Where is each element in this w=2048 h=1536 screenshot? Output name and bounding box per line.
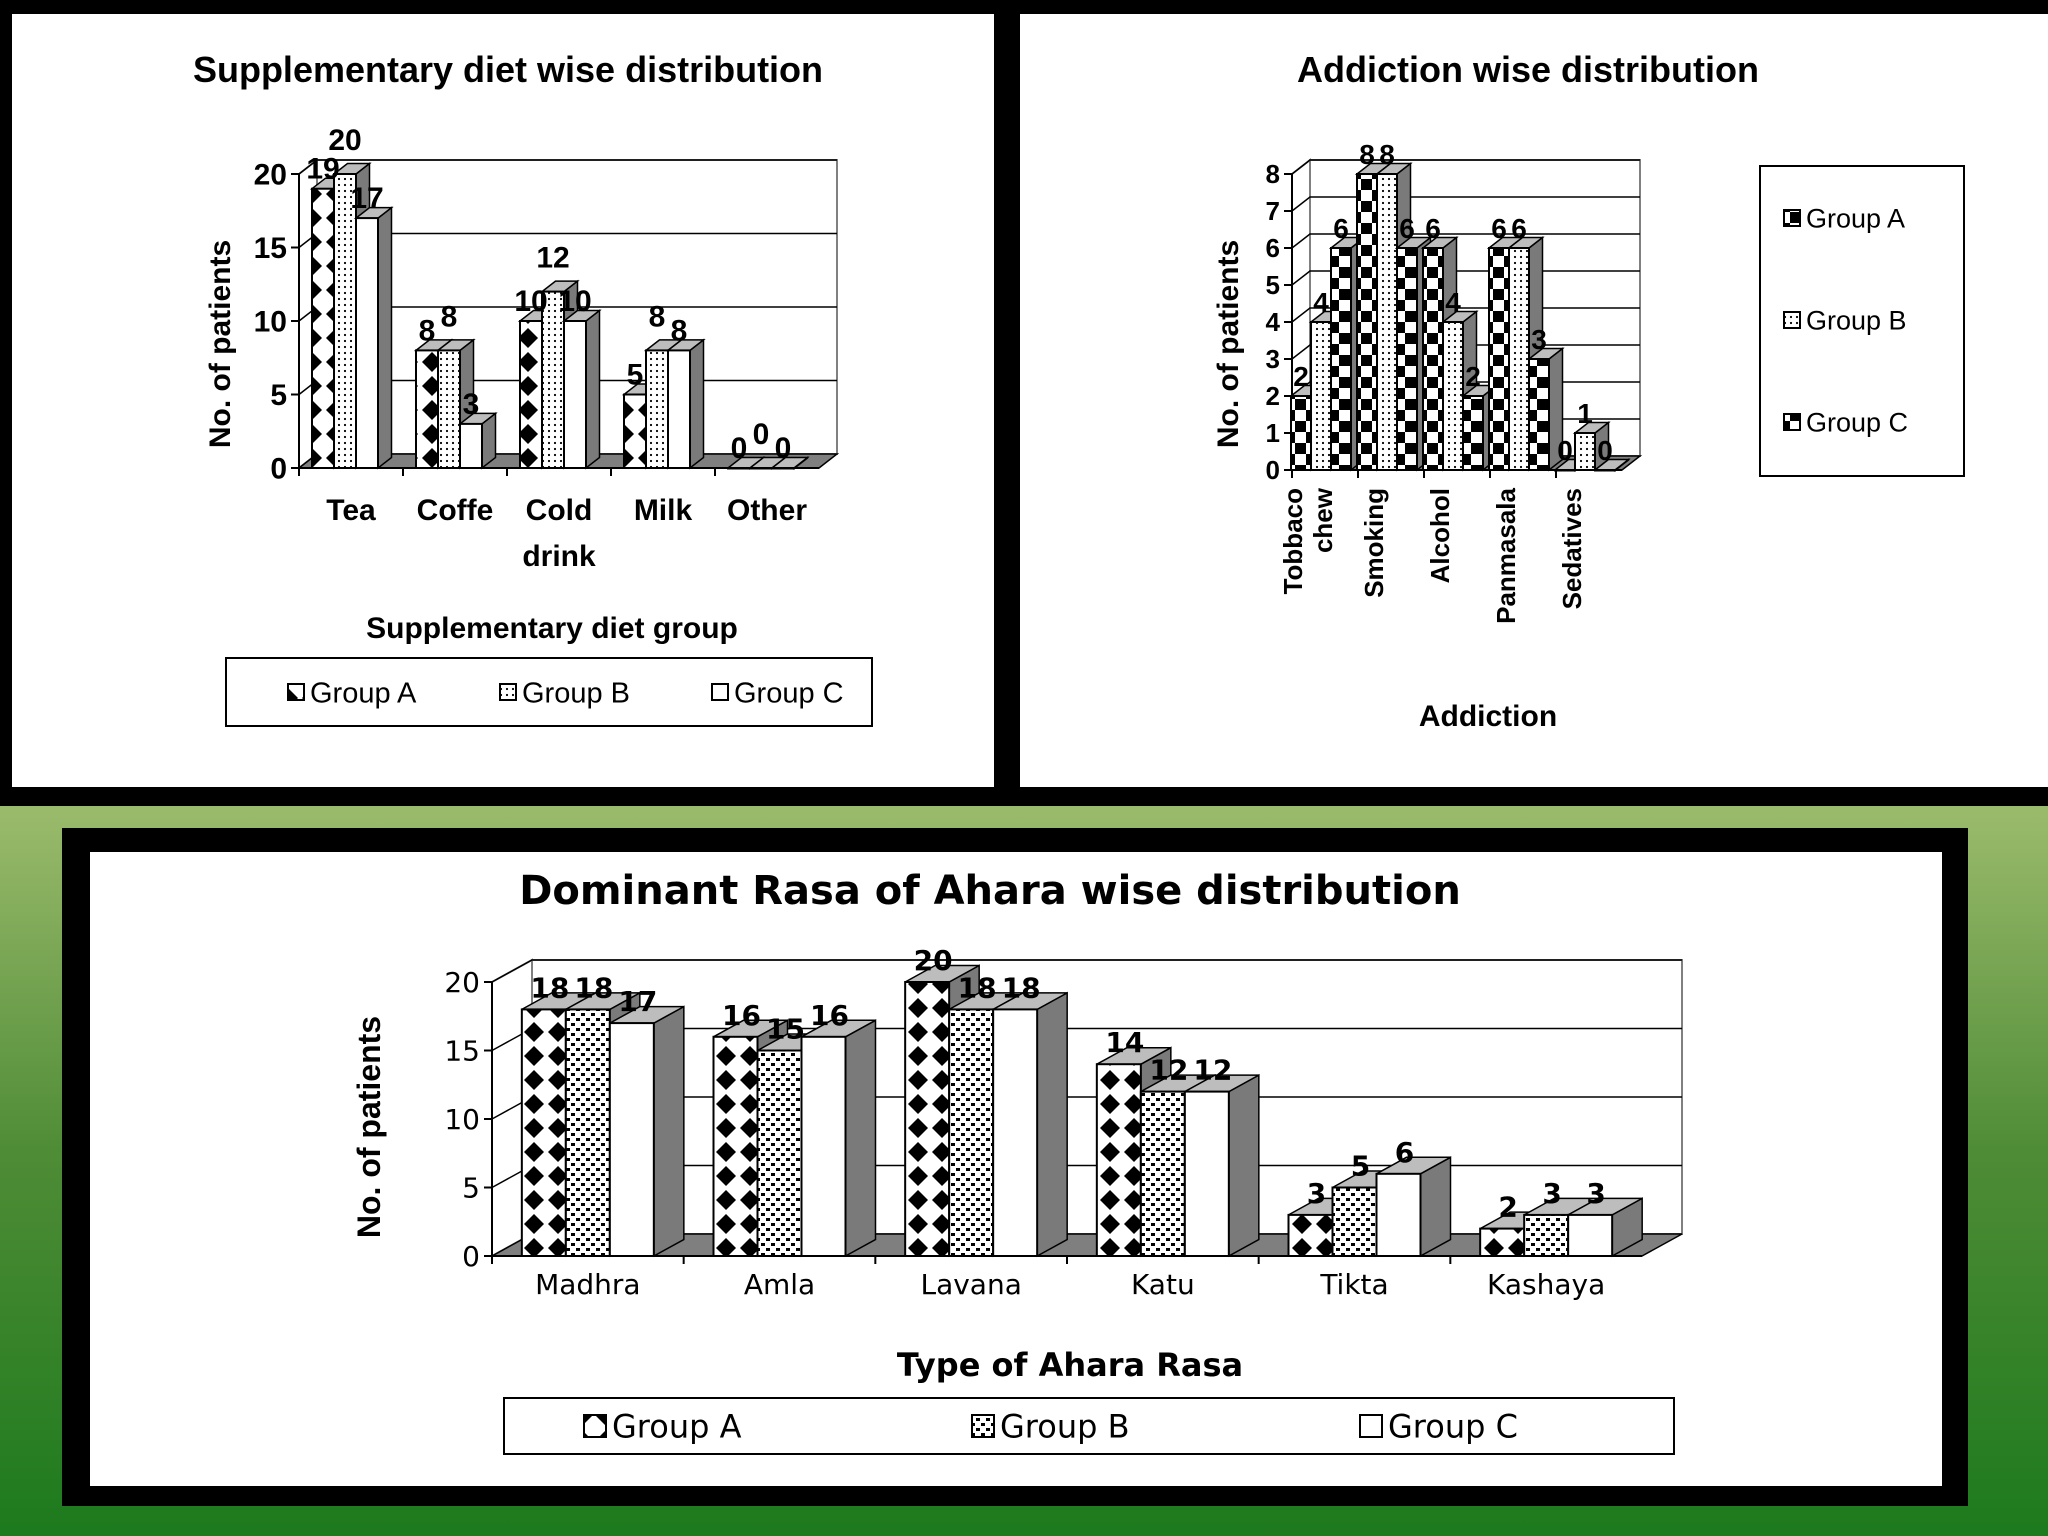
data-label: 3 xyxy=(1586,1176,1606,1210)
data-label: 20 xyxy=(328,124,362,157)
svg-text:Alcohol: Alcohol xyxy=(1425,488,1455,584)
x-tick-label xyxy=(1359,488,1389,598)
y-tick-label: 15 xyxy=(444,1034,480,1068)
svg-text:Tobbaco: Tobbaco xyxy=(1278,488,1308,595)
data-label: 6 xyxy=(1511,213,1527,244)
legend xyxy=(226,658,872,726)
legend-label: Group A xyxy=(1806,203,1906,234)
data-label: 1 xyxy=(1577,398,1593,429)
data-label: 0 xyxy=(774,432,792,465)
data-label: 6 xyxy=(1394,1135,1415,1169)
legend-label: Group B xyxy=(1806,305,1907,336)
x-tick-label: Coffe xyxy=(416,494,494,527)
svg-text:Panmasala: Panmasala xyxy=(1491,488,1521,624)
data-label: 4 xyxy=(1313,287,1329,318)
x-tick-label: Katu xyxy=(1130,1268,1195,1301)
y-tick-label: 8 xyxy=(1265,159,1280,190)
bar-group-c-coffe xyxy=(460,413,496,468)
x-tick-label: Tikta xyxy=(1320,1268,1389,1301)
x-tick-label: Amla xyxy=(743,1268,816,1301)
data-label: 14 xyxy=(1105,1026,1145,1060)
data-label: 3 xyxy=(1542,1176,1562,1210)
svg-text:Smoking: Smoking xyxy=(1359,488,1389,598)
y-tick-label: 2 xyxy=(1265,381,1280,412)
legend-swatch xyxy=(500,684,516,700)
chart-addiction xyxy=(1020,14,2048,787)
legend-swatch xyxy=(712,684,728,700)
legend-label: Group A xyxy=(612,1407,742,1446)
bar-group-c-amla xyxy=(802,1020,876,1256)
data-label: 17 xyxy=(618,985,658,1019)
data-label: 12 xyxy=(536,241,570,275)
data-label: 10 xyxy=(558,285,592,318)
x-tick-label: Lavana xyxy=(920,1268,1022,1301)
svg-text:Cold: Cold xyxy=(525,494,593,527)
data-label: 18 xyxy=(957,971,997,1005)
y-tick-label: 10 xyxy=(253,305,287,339)
data-label: 18 xyxy=(574,971,614,1005)
data-label: 8 xyxy=(648,300,666,334)
data-label: 6 xyxy=(1425,213,1441,244)
y-tick-label: 5 xyxy=(462,1171,480,1205)
data-label: 16 xyxy=(722,998,761,1032)
legend-swatch xyxy=(1784,414,1800,430)
x-axis-title: Type of Ahara Rasa xyxy=(896,1346,1244,1384)
bar-group-c-tea xyxy=(356,208,392,468)
chart-supplementary-diet xyxy=(12,14,994,787)
x-tick-label: Milk xyxy=(633,494,693,527)
x-axis-title: Supplementary diet group xyxy=(366,612,738,645)
y-axis-title: No. of patients xyxy=(1212,239,1245,449)
svg-text:chew: chew xyxy=(1308,488,1338,554)
chart-title: Addiction wise distribution xyxy=(1297,49,1759,90)
data-label: 8 xyxy=(418,314,436,348)
x-tick-label: Tea xyxy=(326,494,376,527)
y-tick-label: 10 xyxy=(444,1102,480,1136)
x-tick-label: Other xyxy=(726,494,808,527)
bar-group-c-katu xyxy=(1185,1075,1259,1256)
data-label: 8 xyxy=(1379,139,1395,170)
data-label: 8 xyxy=(440,300,458,334)
data-label: 0 xyxy=(730,432,748,465)
legend-label: Group B xyxy=(522,677,630,710)
y-tick-label: 0 xyxy=(462,1239,480,1273)
legend-label: Group A xyxy=(310,677,417,710)
x-axis-title: Addiction xyxy=(1418,700,1558,733)
data-label: 6 xyxy=(1333,213,1349,244)
data-label: 4 xyxy=(1445,287,1461,318)
bar-group-c-tikta xyxy=(1377,1157,1451,1256)
bar-group-c-madhra xyxy=(610,1007,684,1256)
data-label: 2 xyxy=(1293,361,1309,392)
data-label: 6 xyxy=(1491,213,1507,244)
data-label: 0 xyxy=(1557,435,1573,466)
y-tick-label: 4 xyxy=(1265,307,1280,338)
bar-group-c-lavana xyxy=(993,993,1067,1256)
data-label: 5 xyxy=(1350,1149,1371,1183)
data-label: 17 xyxy=(350,182,384,216)
legend-label: Group C xyxy=(1388,1407,1518,1446)
y-tick-label: 6 xyxy=(1265,233,1280,264)
data-label: 10 xyxy=(514,285,548,318)
data-label: 3 xyxy=(1306,1176,1327,1210)
y-tick-label: 15 xyxy=(253,232,287,265)
x-tick-label xyxy=(1491,487,1521,623)
legend-swatch xyxy=(288,684,304,700)
x-tick-label: Madhra xyxy=(535,1268,641,1301)
data-label: 16 xyxy=(810,998,849,1032)
y-tick-label: 20 xyxy=(253,158,287,192)
legend xyxy=(504,1398,1674,1454)
svg-text:drink: drink xyxy=(522,540,596,573)
legend-label: Group C xyxy=(734,677,844,710)
bar-group-c-milk xyxy=(668,340,704,468)
chart-title: Supplementary diet wise distribution xyxy=(192,49,824,90)
data-label: 0 xyxy=(752,418,770,451)
legend-swatch xyxy=(972,1415,994,1437)
chart-title: Dominant Rasa of Ahara wise distribution xyxy=(519,868,1461,914)
x-tick-label xyxy=(522,494,596,573)
x-tick-label xyxy=(1278,487,1338,594)
data-label: 15 xyxy=(766,1012,805,1046)
y-tick-label: 3 xyxy=(1265,344,1280,375)
chart-panel-ahara-rasa xyxy=(90,852,1942,1486)
y-axis-title: No. of patients xyxy=(204,239,237,449)
y-tick-label: 5 xyxy=(1265,270,1280,301)
legend-swatch xyxy=(584,1415,606,1437)
y-tick-label: 7 xyxy=(1265,196,1280,227)
data-label: 12 xyxy=(1149,1053,1189,1087)
chart-panel-addiction xyxy=(1020,14,2048,787)
y-tick-label: 0 xyxy=(270,452,287,486)
legend-swatch xyxy=(1360,1415,1382,1437)
chart-panel-supplementary-diet xyxy=(12,14,994,787)
legend-swatch xyxy=(1784,312,1800,328)
data-label: 18 xyxy=(1001,971,1041,1005)
bar-group-c-cold-drink xyxy=(564,311,600,469)
data-label: 18 xyxy=(530,971,570,1005)
legend xyxy=(1760,166,1964,476)
data-label: 0 xyxy=(1597,435,1613,466)
data-label: 8 xyxy=(670,314,688,348)
legend-label: Group B xyxy=(1000,1407,1130,1446)
svg-text:Sedatives: Sedatives xyxy=(1557,488,1587,610)
x-tick-label xyxy=(1557,488,1587,609)
data-label: 12 xyxy=(1193,1053,1233,1087)
data-label: 2 xyxy=(1465,361,1481,392)
data-label: 6 xyxy=(1399,213,1415,244)
x-tick-label: Kashaya xyxy=(1487,1268,1606,1301)
data-label: 3 xyxy=(1531,324,1547,355)
y-tick-label: 20 xyxy=(444,965,480,999)
x-tick-label xyxy=(1425,488,1455,583)
y-tick-label: 1 xyxy=(1265,418,1280,449)
y-tick-label: 0 xyxy=(1265,455,1280,486)
data-label: 3 xyxy=(462,387,480,421)
y-axis-title: No. of patients xyxy=(351,1015,387,1239)
data-label: 20 xyxy=(913,944,953,977)
data-label: 5 xyxy=(626,358,644,392)
y-tick-label: 5 xyxy=(270,379,287,412)
data-label: 19 xyxy=(306,152,340,186)
legend-swatch xyxy=(1784,210,1800,226)
chart-ahara-rasa xyxy=(90,852,1942,1486)
data-label: 8 xyxy=(1359,139,1375,170)
legend-label: Group C xyxy=(1806,407,1909,438)
data-label: 2 xyxy=(1498,1190,1518,1224)
